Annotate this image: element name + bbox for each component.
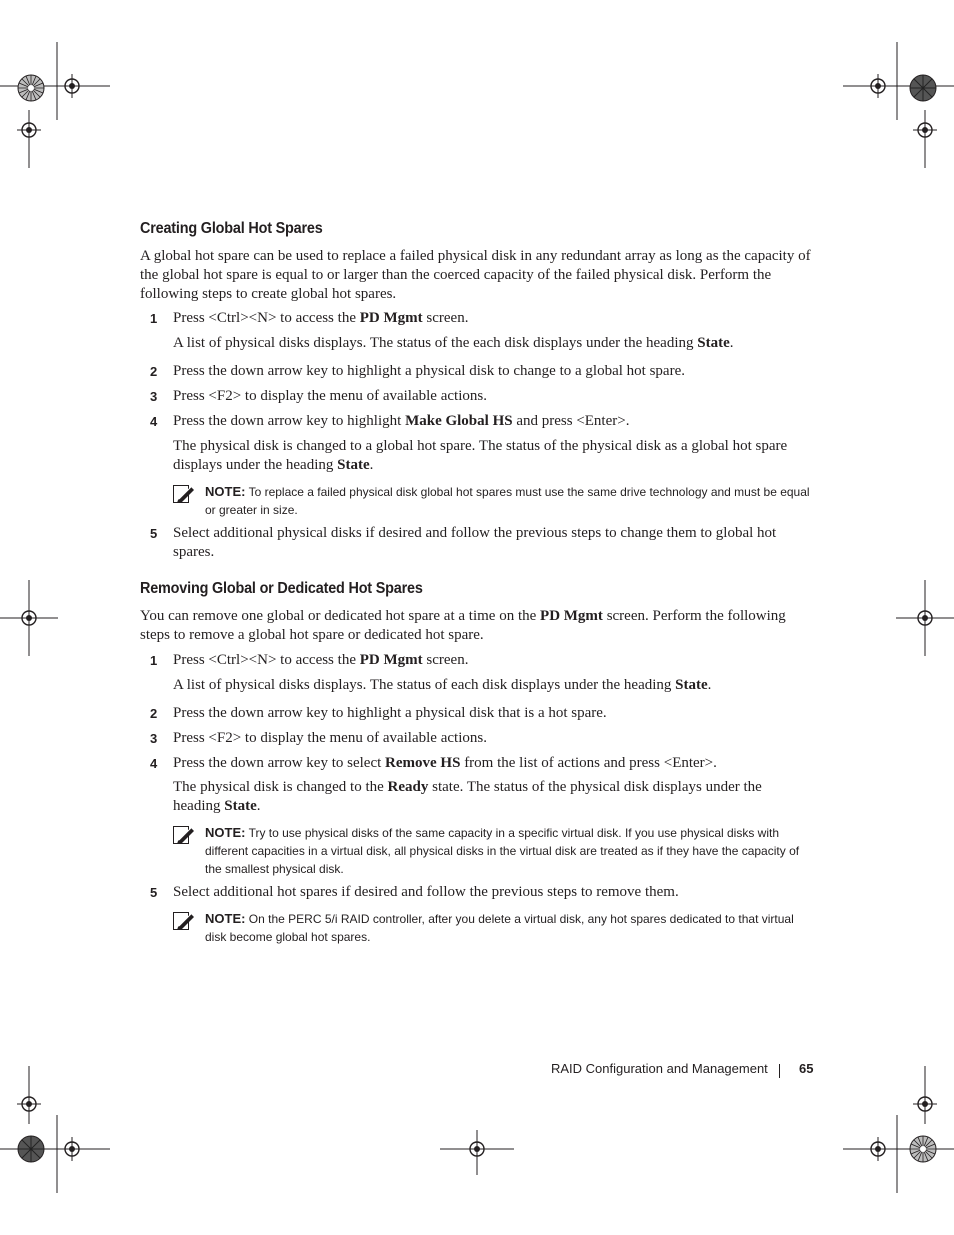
registration-mark-icon — [60, 1137, 84, 1161]
pencil-note-icon — [173, 826, 195, 844]
registration-mark-icon — [913, 118, 937, 142]
footer-chapter-title: RAID Configuration and Management — [551, 1061, 768, 1076]
step-detail: A list of physical disks displays. The status of the each disk displays under the heading State. — [173, 335, 734, 351]
pencil-note-icon — [173, 485, 195, 503]
step-text: Press the down arrow key to select Remove HS from the list of actions and press <Enter>. — [173, 755, 717, 771]
color-wheel-icon — [17, 74, 45, 102]
step-text: Select additional physical disks if desired and follow the previous steps to change them to global hot spares. — [173, 525, 777, 560]
footer-divider — [779, 1064, 780, 1078]
step-text: Select additional hot spares if desired and follow the previous steps to remove them. — [173, 884, 679, 900]
step-detail: The physical disk is changed to a global hot spare. The status of the physical disk as a global hot spare displays under the heading State. — [173, 438, 788, 473]
step-number: 4 — [150, 756, 158, 771]
page-footer — [551, 1061, 814, 1076]
color-wheel-icon — [909, 1135, 937, 1163]
color-wheel-icon — [909, 74, 937, 102]
step-text: Press <Ctrl><N> to access the PD Mgmt screen. — [173, 652, 469, 668]
step-text: Press the down arrow key to highlight a physical disk to change to a global hot spare. — [173, 363, 685, 379]
registration-mark-icon — [60, 74, 84, 98]
step-number: 1 — [150, 311, 158, 326]
color-wheel-icon — [17, 1135, 45, 1163]
step-text: Press <F2> to display the menu of available actions. — [173, 388, 487, 404]
step-text: Press <Ctrl><N> to access the PD Mgmt screen. — [173, 310, 469, 326]
step-text: Press the down arrow key to highlight Make Global HS and press <Enter>. — [173, 413, 630, 429]
step-number: 5 — [150, 526, 158, 541]
step-number: 2 — [150, 706, 158, 721]
step-detail: A list of physical disks displays. The status of each disk displays under the heading State. — [173, 677, 712, 693]
step-text: Press <F2> to display the menu of available actions. — [173, 730, 487, 746]
pencil-note-icon — [173, 912, 195, 930]
step-number: 3 — [150, 731, 158, 746]
note-text: NOTE: Try to use physical disks of the same capacity in a specific virtual disk. If you use physical disks with different capacities in a virtual disk, all physical disks in the virtual disk are treated as if they have the capacity of the smallest physical disk. — [205, 825, 800, 876]
registration-mark-icon — [17, 118, 41, 142]
step-number: 4 — [150, 414, 158, 429]
step-number: 2 — [150, 364, 158, 379]
registration-mark-icon — [913, 606, 937, 630]
step-number: 1 — [150, 653, 158, 668]
registration-mark-icon — [866, 74, 890, 98]
note-text: NOTE: On the PERC 5/i RAID controller, after you delete a virtual disk, any hot spares dedicated to that virtual disk become global hot spares. — [205, 911, 794, 944]
registration-mark-icon — [913, 1092, 937, 1116]
step-number: 3 — [150, 389, 158, 404]
page-number: 65 — [799, 1061, 814, 1076]
registration-mark-icon — [465, 1137, 489, 1161]
registration-mark-icon — [866, 1137, 890, 1161]
section1-intro: A global hot spare can be used to replace a failed physical disk in any redundant array as long as the capacity of the global hot spare is equal to or larger than the coerced capacity of the failed physical disk. Perform the following steps to create global hot spares. — [140, 248, 811, 302]
section2-intro: You can remove one global or dedicated hot spare at a time on the PD Mgmt screen. Perform the following steps to remove a global hot spare or dedicated hot spare. — [140, 608, 786, 643]
step-text: Press the down arrow key to highlight a physical disk that is a hot spare. — [173, 705, 607, 721]
note-text: NOTE: To replace a failed physical disk global hot spares must use the same drive technology and must be equal or greater in size. — [205, 484, 810, 517]
registration-mark-icon — [17, 606, 41, 630]
section-heading-removing-hot-spares: Removing Global or Dedicated Hot Spares — [140, 580, 423, 597]
step-number: 5 — [150, 885, 158, 900]
section-heading-creating-global-hot-spares: Creating Global Hot Spares — [140, 220, 323, 237]
registration-mark-icon — [17, 1092, 41, 1116]
step-detail: The physical disk is changed to the Ready state. The status of the physical disk displays under the heading State. — [173, 779, 762, 814]
